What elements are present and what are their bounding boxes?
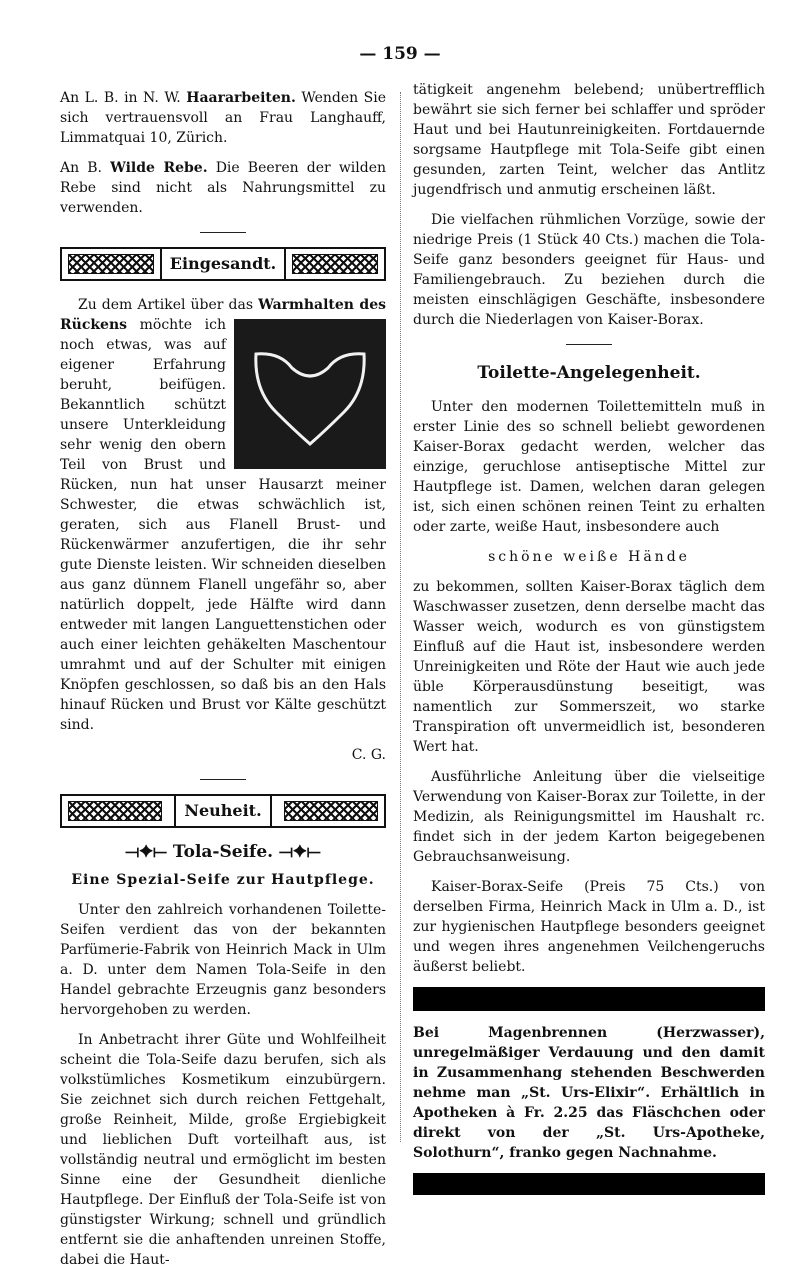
notice-topic: Haararbeiten. — [186, 90, 296, 106]
garment-pattern-figure — [234, 319, 386, 469]
eingesandt-article — [60, 295, 386, 735]
tola-continued-1: tätigkeit angenehm belebend; unübertrefflich bewährt sie sich ferner bei schlaffer und spröder Haut und bei Hautunreinigkeiten. Fortdauernde sorgsame Hautpflege mit Tola-Seife gibt einen gesunden, zarten Teint, welcher das Antlitz jugendfrisch und anmutig erscheinen läßt. — [413, 82, 765, 198]
notice-text: Die Beeren der wilden Rebe sind nicht als Nahrungsmittel zu verwenden. — [60, 160, 387, 216]
article-signature: C. G. — [351, 747, 386, 763]
flourish-icon: ⟞✦⟝ — [273, 842, 321, 862]
ornament-left — [68, 254, 154, 274]
article-text: möchte ich noch etwas, was auf eigener Erfahrung beruht, beifügen. Bekanntlich schützt unsere Unterkleidung sehr wenig den obern Teil von Brust und Rücken, nun hat unser Hausarzt meiner Schwester, die etwas schwächlich ist, geraten, sich aus Flanell Brust- und Rückenwärmer anzufertigen, die ihr sehr gute Dienste leisten. Wir schneiden dieselben aus ganz dünnem Flanell ungefähr so, aber natürlich doppelt, jede Hälfte wird dann entweder mit langen Languettenstichen oder auch einer leichten gehäkelten Maschentour umrahmt und auf der Schulter mit einigen Knöpfen geschlossen, so daß bis an den Hals hinauf Rücken und Brust vor Kälte geschützt sind. — [60, 317, 386, 733]
advertisement-elixir: Bei Magenbrennen (Herzwasser), unregelmäßiger Verdauung und den damit in Zusammenhang stehenden Beschwerden nehme man „St. Urs-Elixir“. Erhältlich in Apotheken à Fr. 2.25 das Fläschchen oder direkt von der „St. Urs-Apotheke, Solothurn“, franko gegen Nachnahme. — [413, 1025, 765, 1161]
tola-seife-subtitle: Eine Spezial-Seife zur Hautpflege. — [71, 872, 375, 888]
section-separator — [200, 232, 246, 233]
ornament-right — [284, 801, 378, 821]
ad-bottom-bar — [413, 1173, 765, 1195]
toilette-highlight: schöne weiße Hände — [488, 549, 690, 565]
collar-pattern-icon — [240, 334, 380, 454]
notice-address: An L. B. in N. W. — [60, 90, 181, 106]
flourish-icon: ⟞✦⟝ — [125, 842, 173, 862]
toilette-heading: Toilette-Angelegenheit. — [477, 363, 701, 383]
tola-seife-title — [60, 842, 386, 862]
notice-address: An B. — [60, 160, 102, 176]
section-separator — [566, 344, 612, 345]
notice-topic: Wilde Rebe. — [110, 160, 208, 176]
ornament-right — [292, 254, 378, 274]
notice-haararbeiten — [60, 88, 386, 148]
page-number: — 159 — — [359, 44, 441, 64]
tola-paragraph-2: In Anbetracht ihrer Güte und Wohlfeilheit scheint die Tola-Seife dazu berufen, sich als volkstümliches Kosmetikum einzubürgern. Sie zeichnet sich durch reichen Fettgehalt, große Reinheit, Milde, große Ergiebigkeit und lieblichen Duft vorteilhaft aus, ist vollständig neutral und ermöglicht im besten Sinne eine der Gesundheit dienliche Hautpflege. Der Einfluß der Tola-Seife ist von günstigster Wirkung; schnell und gründlich entfernt sie die anhaftenden unreinen Stoffe, dabei die Haut- — [60, 1032, 386, 1268]
tola-continued-2: Die vielfachen rühmlichen Vorzüge, sowie der niedrige Preis (1 Stück 40 Cts.) machen die Tola-Seife ganz besonders geeignet für Haus- und Familiengebrauch. Zu beziehen durch die meisten einschlägigen Geschäfte, insbesondere durch die Niederlagen von Kaiser-Borax. — [413, 212, 765, 328]
banner-neuheit — [60, 794, 386, 828]
article-emphasis: Warmhalten des Rückens — [60, 297, 387, 333]
tola-title-text: Tola-Seife. — [172, 842, 274, 862]
toilette-paragraph-2: zu bekommen, sollten Kaiser-Borax täglich dem Waschwasser zusetzen, denn derselbe macht das Wasser weich, wodurch es von günstigstem Einfluß auf die Haut ist, insbesondere werden Unreinigkeiten und Röte der Haut wie auch jede üble Körperausdünstung beseitigt, was namentlich zur Sommerszeit, wo starke Transpiration oft unvermeidlich ist, besonderen Wert hat. — [413, 579, 765, 755]
toilette-paragraph-4: Kaiser-Borax-Seife (Preis 75 Cts.) von derselben Firma, Heinrich Mack in Ulm a. D., ist zur hygienischen Hautpflege besonders geeignet und wegen ihres angenehmen Veilchengeruchs äußerst beliebt. — [413, 879, 765, 975]
banner-title: Eingesandt. — [160, 249, 286, 279]
tola-paragraph-1: Unter den zahlreich vorhandenen Toilette-Seifen verdient das von der bekannten Parfümerie-Fabrik von Heinrich Mack in Ulm a. D. unter dem Namen Tola-Seife in den Handel gebrachte Erzeugnis ganz besonders hervorgehoben zu werden. — [60, 902, 386, 1018]
toilette-paragraph-1: Unter den modernen Toilettemitteln muß in erster Linie des so schnell beliebt gewordenen Kaiser-Borax gedacht werden, welcher das einzige, geruchlose antiseptische Mittel zur Hautpflege ist. Damen, welchen daran gelegen ist, sich einen schönen reinen Teint zu erhalten oder zarte, weiße Haut, insbesondere auch — [413, 399, 765, 535]
banner-eingesandt — [60, 247, 386, 281]
notice-wilde-rebe — [60, 158, 386, 218]
section-separator — [200, 779, 246, 780]
right-column — [413, 80, 765, 1207]
column-divider — [400, 92, 401, 1142]
ornament-left — [68, 801, 162, 821]
banner-title: Neuheit. — [174, 796, 271, 826]
ad-top-bar — [413, 987, 765, 1011]
article-text: Zu dem Artikel über das — [78, 297, 254, 313]
toilette-paragraph-3: Ausführliche Anleitung über die vielseitige Verwendung von Kaiser-Borax zur Toilette, in der Medizin, als Reinigungsmittel im Haushalt rc. findet sich in der jedem Karton beigegebenen Gebrauchsanweisung. — [413, 769, 765, 865]
notice-text: Wenden Sie sich vertrauensvoll an Frau Langhauff, Limmatquai 10, Zürich. — [60, 90, 386, 146]
left-column — [60, 88, 386, 1280]
